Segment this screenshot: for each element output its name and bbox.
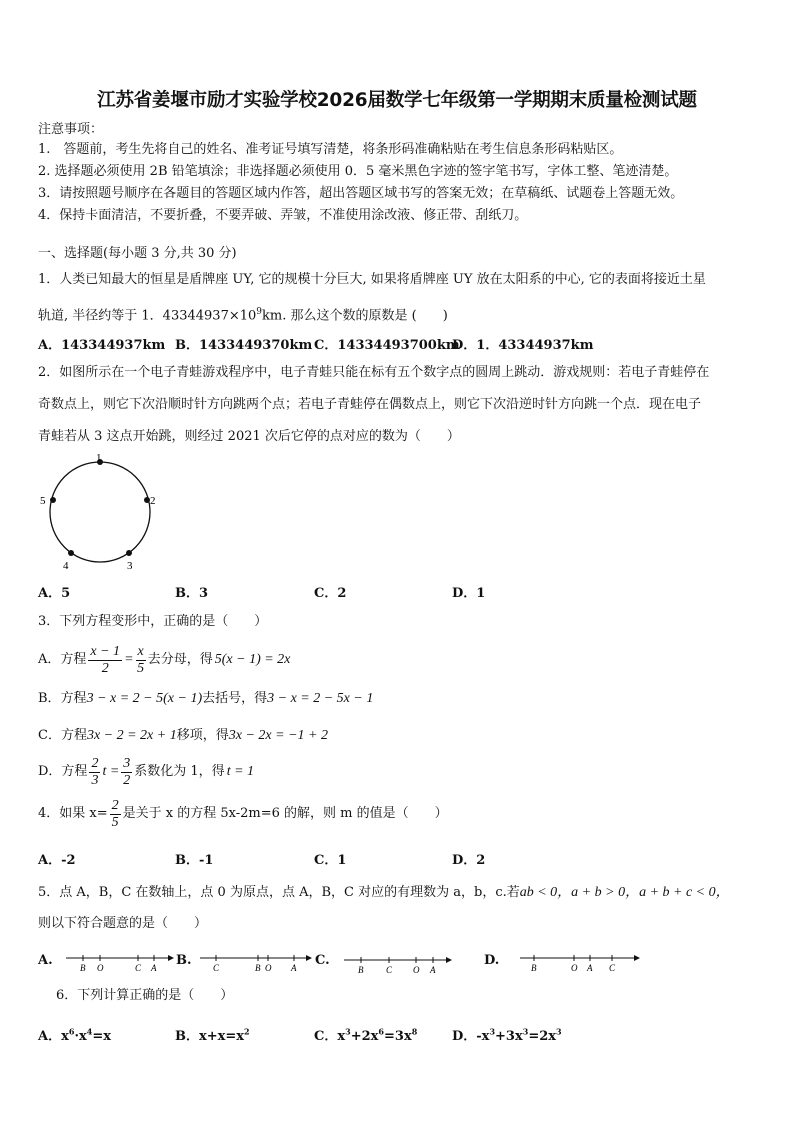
q2-option-d[interactable]: D．1 — [452, 586, 486, 601]
point-4 — [63, 550, 74, 572]
svg-text:3: 3 — [127, 560, 133, 572]
q6-option-a[interactable]: A．$x^6\cdot x^4=x$ — [38, 1026, 111, 1044]
q5-axis-b — [198, 948, 314, 974]
svg-text:A: A — [587, 963, 593, 973]
q4-option-d[interactable]: D．2 — [452, 853, 486, 868]
question-2-line1: 2．如图所示在一个电子青蛙游戏程序中，电子青蛙只能在标有五个数字点的圆周上跳动．游戏规则：若电子青蛙停在 — [38, 365, 710, 380]
q2-option-b[interactable]: B．3 — [175, 586, 209, 601]
svg-text:B: B — [80, 963, 86, 973]
svg-text:4: 4 — [63, 560, 69, 572]
svg-text:B: B — [358, 965, 364, 975]
svg-text:5: 5 — [40, 495, 46, 507]
q5-option-a[interactable]: A. — [38, 953, 53, 968]
q1-option-c[interactable]: C．14334493700km — [314, 338, 460, 353]
notice-item: 3．请按照题号顺序在各题目的答题区域内作答，超出答题区域书写的答案无效；在草稿纸、试题卷上答题无效。 — [38, 186, 684, 201]
q4-option-b[interactable]: B．-1 — [175, 853, 214, 868]
q5-option-c[interactable]: C. — [315, 953, 330, 968]
q4-option-c[interactable]: C．1 — [314, 853, 347, 868]
q1-option-a[interactable]: A．143344937km — [38, 338, 166, 353]
q3-option-c[interactable]: C．方程3x − 2 = 2x + 1移项，得3x − 2x = −1 + 2 — [38, 728, 328, 743]
question-2-line2: 奇数点上，则它下次沿顺时针方向跳两个点；若电子青蛙停在偶数点上，则它下次沿逆时针方向跳一个点．现在电子 — [38, 397, 702, 412]
q5-axis-a — [64, 948, 176, 974]
q2-option-a[interactable]: A．5 — [38, 586, 71, 601]
q3-option-b[interactable]: B．方程3 − x = 2 − 5(x − 1)去括号，得3 − x = 2 − 5x − 1 — [38, 691, 374, 706]
notice-item: 4．保持卡面清洁，不要折叠，不要弄破、弄皱，不准使用涂改液、修正带、刮纸刀。 — [38, 208, 528, 223]
svg-text:A: A — [291, 963, 297, 973]
question-3-stem: 3．下列方程变形中，正确的是（ ） — [38, 614, 268, 629]
page-title: 江苏省姜堰市励才实验学校2026届数学七年级第一学期期末质量检测试题 — [97, 90, 697, 111]
svg-text:2: 2 — [150, 495, 156, 507]
svg-text:B: B — [255, 963, 261, 973]
svg-text:1: 1 — [96, 452, 102, 464]
svg-text:O: O — [413, 965, 420, 975]
q5-axis-d — [518, 948, 642, 974]
q5-axis-c — [342, 950, 454, 976]
q6-option-c[interactable]: C．$x^3+2x^6=3x^8$ — [314, 1026, 418, 1044]
svg-text:C: C — [609, 963, 616, 973]
q1-option-d[interactable]: D．1．43344937km — [452, 338, 594, 353]
q5-option-b[interactable]: B. — [176, 953, 192, 968]
svg-text:C: C — [386, 965, 393, 975]
q3-option-d[interactable]: D．方程 $\frac{2}{3}$ t = $\frac{3}{2}$ 系数化为 1，得 t = 1 — [38, 755, 255, 788]
svg-text:C: C — [135, 963, 142, 973]
svg-text:C: C — [213, 963, 220, 973]
q6-option-d[interactable]: D．$-x^3+3x^3=2x^3$ — [452, 1026, 562, 1044]
q6-option-b[interactable]: B．$x+x=x^2$ — [175, 1026, 250, 1044]
q4-option-a[interactable]: A．-2 — [38, 853, 76, 868]
question-4-stem: 4．如果 x= $\frac{2}{5}$ 是关于 x 的方程 5x-2m=6 的解，则 m 的值是（ ） — [38, 797, 448, 830]
notice-heading: 注意事项： — [38, 122, 104, 137]
svg-text:O: O — [571, 963, 578, 973]
svg-text:O: O — [97, 963, 104, 973]
question-1-line1: 1．人类已知最大的恒星是盾牌座 UY, 它的规模十分巨大, 如果将盾牌座 UY 放在太阳系的中心, 它的表面将接近土星 — [38, 272, 706, 287]
circle-path — [50, 462, 150, 562]
section-heading: 一、选择题(每小题 3 分,共 30 分) — [38, 246, 237, 261]
question-5-line2: 则以下符合题意的是（ ） — [38, 916, 208, 931]
question-5-line1: 5．点 A，B，C 在数轴上，点 0 为原点，点 A，B，C 对应的有理数为 a，b，c.若ab < 0，a + b > 0，a + b + c < 0， — [38, 885, 730, 900]
svg-text:B: B — [531, 963, 537, 973]
svg-text:O: O — [265, 963, 272, 973]
q1-option-b[interactable]: B．1433449370km — [175, 338, 313, 353]
notice-item: 1. 答题前，考生先将自己的姓名、准考证号填写清楚，将条形码准确粘贴在考生信息条形码粘贴区。 — [38, 142, 623, 157]
point-5 — [40, 495, 56, 507]
point-3 — [126, 550, 133, 572]
q5-option-d[interactable]: D. — [484, 953, 500, 968]
notice-item: 2. 选择题必须使用 2B 铅笔填涂；非选择题必须使用 0．5 毫米黑色字迹的签字笔书写，字体工整、笔迹清楚。 — [38, 164, 678, 179]
frog-circle-diagram — [36, 452, 166, 577]
q3-option-a[interactable]: A．方程 $\frac{x - 1}{2}$ = $\frac{x}{5}$ 去分母，得 5(x − 1) = 2x — [38, 643, 291, 676]
point-1 — [96, 452, 103, 465]
question-1-line2: 轨道, 半径约等于 1．$43344937\times 10^9km$. 那么这个数的原数是 ( ) — [38, 307, 448, 324]
point-2 — [144, 495, 156, 507]
question-6-stem: 6．下列计算正确的是（ ） — [56, 988, 234, 1003]
question-2-line3: 青蛙若从 3 这点开始跳，则经过 2021 次后它停的点对应的数为（ ） — [38, 429, 460, 444]
svg-text:A: A — [430, 965, 436, 975]
svg-text:A: A — [151, 963, 157, 973]
q2-option-c[interactable]: C．2 — [314, 586, 347, 601]
